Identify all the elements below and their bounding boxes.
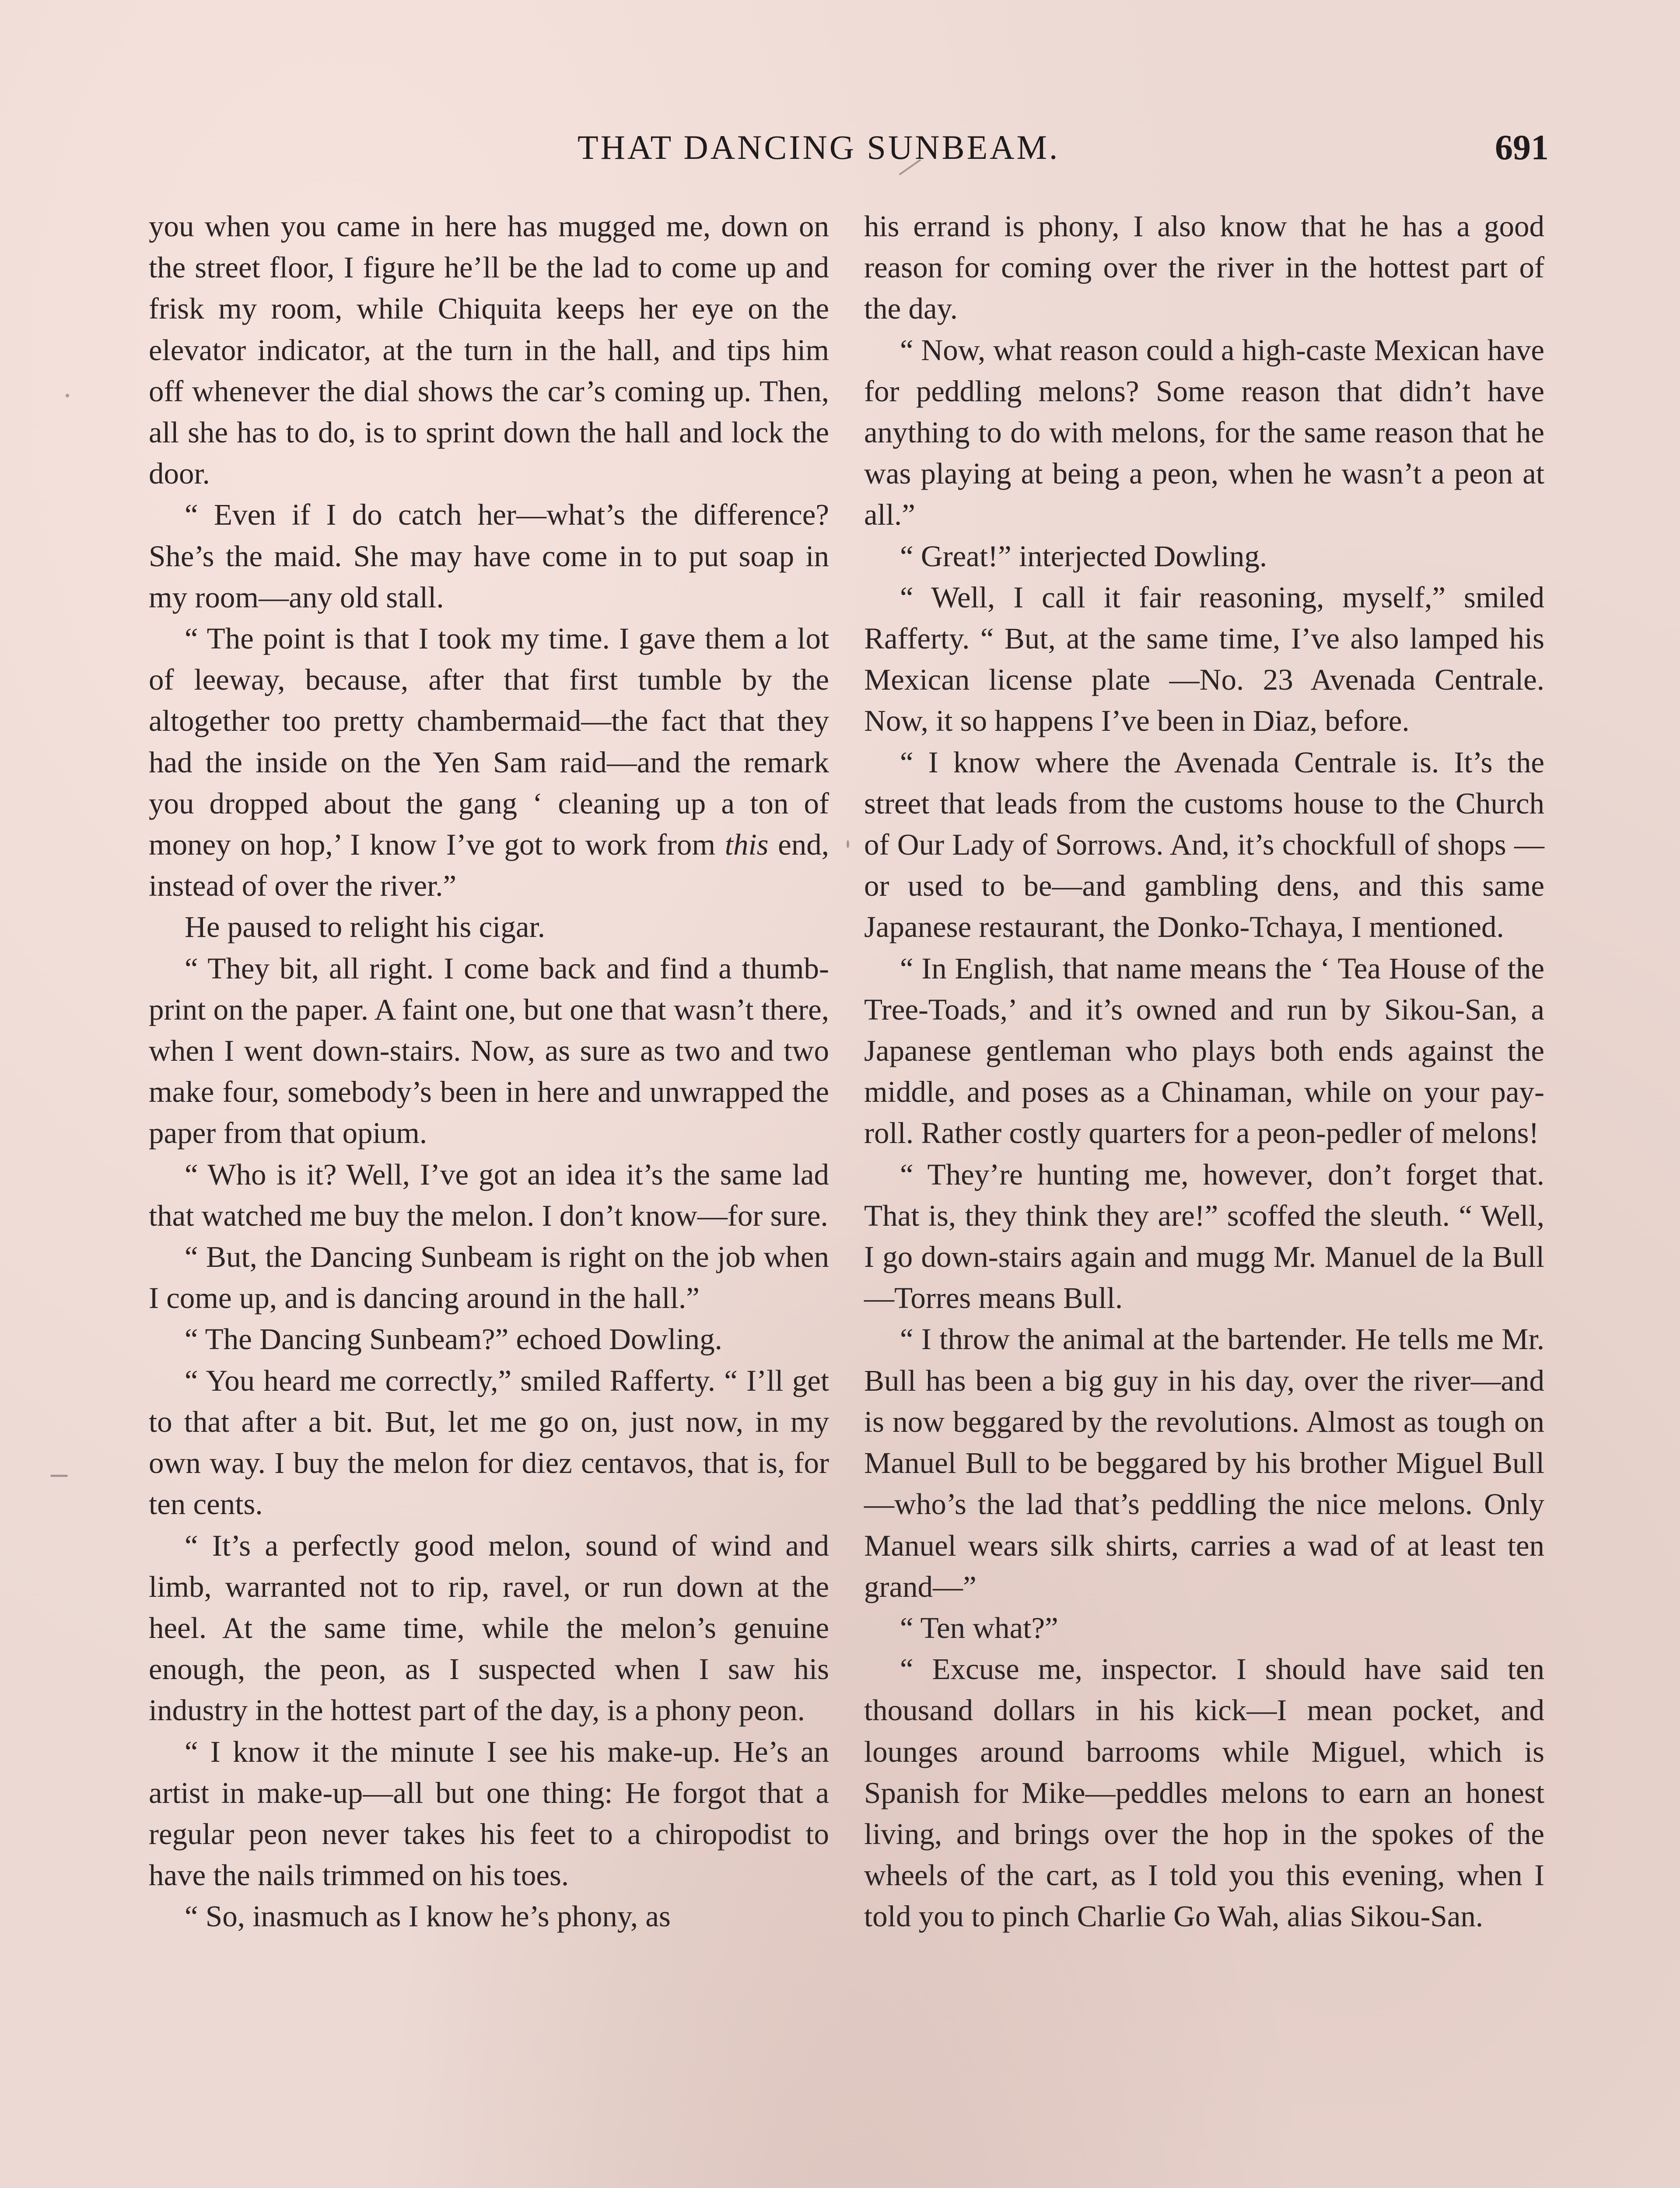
paragraph: “ Ten what?” xyxy=(900,1611,1058,1645)
page-header xyxy=(0,118,1680,171)
paragraph: “ I know where the Avenada Centrale is. It’s the street that leads from the customs house to the Church of Our Lady of Sorrows. And, it’s chockfull of shops — or used to be—and gambling dens, and this same Japanese restaurant, the Donko-Tchaya, I mentioned. xyxy=(864,745,1544,944)
italic-emphasis: this xyxy=(724,828,769,862)
paper-speck xyxy=(847,840,849,848)
text-run: end, instead of over the river.” xyxy=(149,828,829,903)
paragraph: “ Who is it? Well, I’ve got an idea it’s the same lad that watched me buy the melon. I don’t know—for sure. xyxy=(149,1157,829,1232)
paragraph xyxy=(149,618,829,906)
paragraph: “ Excuse me, inspector. I should have said ten thousand dollars in his kick—I mean pocket, and lounges around barrooms while Miguel, which is Spanish for Mike—peddles melons to earn an honest living, and brings over the hop in the spokes of the wheels of the cart, as I told you this evening, when I told you to pinch Charlie Go Wah, alias Sikou-San. xyxy=(864,1652,1544,1933)
paper-speck xyxy=(50,1475,68,1477)
paragraph: you when you came in here has mugged me, down on the street floor, I figure he’ll be the lad to come up and frisk my room, while Chiquita keeps her eye on the elevator indicator, at the turn in the hall, and tips him off whenever the dial shows the car’s coming up. Then, all she has to do, is to sprint down the hall and lock the door. xyxy=(149,210,829,491)
paragraph: “ I throw the animal at the bartender. He tells me Mr. Bull has been a big guy in his day, over the river—and is now beggared by the revolutions. Almost as tough on Manuel Bull to be beggared by his brother Miguel Bull—who’s the lad that’s peddling the nice melons. Only Manuel wears silk shirts, carries a wad of at least ten grand—” xyxy=(864,1322,1544,1603)
paragraph: “ It’s a perfectly good melon, sound of wind and limb, warranted not to rip, ravel, or run down at the heel. At the same time, while the melon’s genuine enough, the peon, as I suspected when I saw his industry in the hottest part of the day, is a phony peon. xyxy=(149,1529,829,1727)
paragraph: his errand is phony, I also know that he has a good reason for coming over the river in the hottest part of the day. xyxy=(864,210,1544,326)
paragraph: “ Well, I call it fair reasoning, myself,” smiled Rafferty. “ But, at the same time, I’ve also lamped his Mexican license plate —No. 23 Avenada Centrale. Now, it so happens I’ve been in Diaz, before. xyxy=(864,580,1544,738)
running-title: THAT DANCING SUNBEAM. xyxy=(578,128,1060,166)
paragraph: “ You heard me correctly,” smiled Rafferty. “ I’ll get to that after a bit. But, let me go on, just now, in my own way. I buy the melon for diez centavos, that is, for ten cents. xyxy=(149,1364,829,1521)
paragraph: “ Great!” interjected Dowling. xyxy=(900,539,1267,573)
page-number: 691 xyxy=(1495,127,1549,167)
text-run: “ The point is that I took my time. I gave them a lot of leeway, because, after that first tumble by the altogether too pretty chambermaid—the fact that they had the inside on the Yen Sam raid—and the remark you dropped about the gang ‘ cleaning up a ton of money on hop,’ I know I’ve got to work from xyxy=(149,622,829,862)
paragraph: “ They bit, all right. I come back and find a thumb-print on the paper. A faint one, but one that wasn’t there, when I went down-stairs. Now, as sure as two and two make four, somebody’s been in here and unwrapped the paper from that opium. xyxy=(149,951,829,1150)
paragraph: “ Now, what reason could a high-caste Mexican have for peddling melons? Some reason that didn’t have anything to do with melons, for the same reason that he was playing at being a peon, when he wasn’t a peon at all.” xyxy=(864,333,1544,532)
paragraph: “ In English, that name means the ‘ Tea House of the Tree-Toads,’ and it’s owned and run by Sikou-San, a Japanese gentleman who plays both ends against the middle, and poses as a Chinaman, while on your pay-roll. Rather costly quarters for a peon-pedler of melons! xyxy=(864,951,1544,1150)
paragraph: “ But, the Dancing Sunbeam is right on the job when I come up, and is dancing around in the hall.” xyxy=(149,1240,829,1315)
paragraph: “ I know it the minute I see his make-up. He’s an artist in make-up—all but one thing: He forgot that a regular peon never takes his feet to a chiropodist to have the nails trimmed on his toes. xyxy=(149,1735,829,1892)
left-text-column xyxy=(149,206,829,1937)
paragraph: He paused to relight his cigar. xyxy=(185,910,545,944)
paragraph: “ The Dancing Sunbeam?” echoed Dowling. xyxy=(185,1322,722,1356)
right-text-column xyxy=(864,206,1544,1937)
paragraph: “ So, inasmuch as I know he’s phony, as xyxy=(185,1900,671,1933)
paragraph: “ Even if I do catch her—what’s the difference? She’s the maid. She may have come in to put soap in my room—any old stall. xyxy=(149,498,829,614)
paragraph: “ They’re hunting me, however, don’t forget that. That is, they think they are!” scoffed the sleuth. “ Well, I go down-stairs again and mugg Mr. Manuel de la Bull—Torres means Bull. xyxy=(864,1157,1544,1315)
paper-speck xyxy=(66,394,69,397)
